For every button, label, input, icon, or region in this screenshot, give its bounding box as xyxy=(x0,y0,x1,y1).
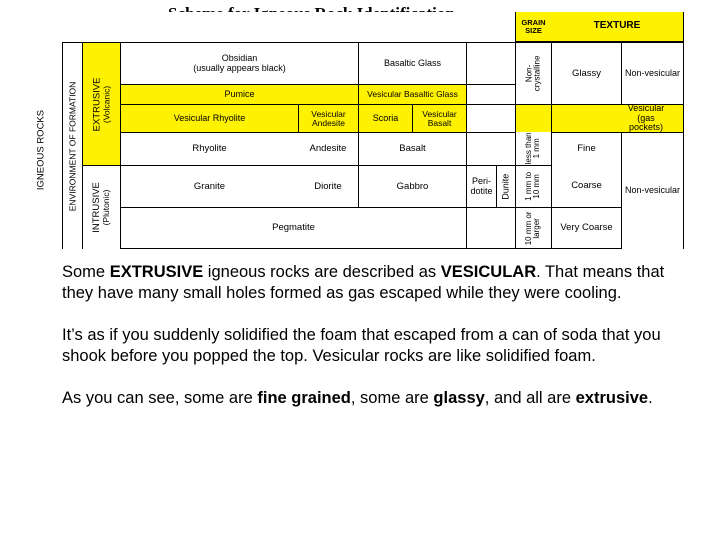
grain-coarse-cell xyxy=(515,165,551,207)
empty-cell-r1 xyxy=(466,42,515,84)
texture-coarse-cell: Coarse xyxy=(551,165,621,207)
dunite-cell xyxy=(496,165,515,207)
paragraph-vesicular xyxy=(62,262,698,304)
paragraph-summary xyxy=(62,388,698,409)
texture-nonvesicular-top-cell: Non-vesicular xyxy=(621,42,684,104)
basaltic-glass-cell: Basaltic Glass xyxy=(358,42,466,84)
igneous-rocks-text: IGNEOUS ROCKS xyxy=(35,109,47,191)
empty-cell-r3 xyxy=(466,104,515,132)
extrusive-cell xyxy=(82,42,120,165)
vesicular-basaltic-glass-cell: Vesicular Basaltic Glass xyxy=(358,84,466,104)
p1-text-e: . That means that they have many small holes formed as gas escaped while they were cooling. xyxy=(62,263,665,302)
texture-glassy-cell: Glassy xyxy=(551,42,621,104)
explanation-text xyxy=(62,262,698,430)
obsidian-name: Obsidian xyxy=(221,53,258,64)
scoria-cell: Scoria xyxy=(358,104,412,132)
vesicular-rhyolite-cell: Vesicular Rhyolite xyxy=(120,104,298,132)
grain-very-coarse-label: 10 mm or larger xyxy=(524,211,542,245)
peridotite-cell: Peri-dotite xyxy=(466,165,496,207)
obsidian-note: (usually appears black) xyxy=(193,62,286,73)
granite-cell: Granite xyxy=(120,165,298,207)
grain-vesicular-blank xyxy=(515,104,551,132)
intrusive-sub: (Plutonic) xyxy=(101,189,112,226)
gabbro-cell: Gabbro xyxy=(358,165,466,207)
p3-text-e: , and all are xyxy=(484,389,576,407)
empty-cell-r4 xyxy=(466,132,515,165)
p3-glassy: glassy xyxy=(433,389,485,407)
grain-fine-cell xyxy=(515,132,551,165)
p1-extrusive: EXTRUSIVE xyxy=(109,263,204,281)
texture-vesicular-cell xyxy=(551,104,684,132)
pegmatite-cell: Pegmatite xyxy=(120,207,466,249)
grain-noncrystalline-cell xyxy=(515,42,551,104)
intrusive-cell xyxy=(82,165,120,249)
grain-very-coarse-cell xyxy=(515,207,551,249)
p3-text-a: As you can see, some are xyxy=(62,389,258,407)
texture-very-coarse-cell: Very Coarse xyxy=(551,207,621,249)
identification-chart xyxy=(62,12,684,249)
grain-size-header: GRAIN SIZE xyxy=(515,12,551,42)
diorite-cell: Diorite xyxy=(298,165,358,207)
texture-vesicular-label: Vesicular (gas pockets) xyxy=(627,104,665,132)
vesicular-andesite-cell: Vesicular Andesite xyxy=(298,104,358,132)
dunite-label: Dunite xyxy=(500,173,511,200)
texture-header: TEXTURE xyxy=(551,12,684,42)
p1-text-a: Some xyxy=(62,263,110,281)
p3-text-g: . xyxy=(648,389,653,407)
texture-fine-cell: Fine xyxy=(551,132,621,165)
grain-coarse-label: 1 mm to 10 mm xyxy=(524,172,542,201)
rhyolite-cell: Rhyolite xyxy=(120,132,298,165)
pumice-cell: Pumice xyxy=(120,84,358,104)
environment-label: ENVIRONMENT OF FORMATION xyxy=(67,81,78,211)
p3-fine-grained: fine grained xyxy=(257,389,351,407)
intrusive-label: INTRUSIVE xyxy=(91,182,103,233)
obsidian-cell xyxy=(120,42,358,84)
vesicular-basalt-cell: Vesicular Basalt xyxy=(412,104,466,132)
texture-nonvesicular-bottom-cell xyxy=(621,132,684,249)
grain-noncrystalline-label: Non-crystalline xyxy=(524,55,542,92)
p1-text-c: igneous rocks are described as xyxy=(203,263,441,281)
paragraph-foam: It’s as if you suddenly solidified the foam that escaped from a can of soda that you shook before you popped the top. Vesicular rocks are like solidified foam. xyxy=(62,326,661,365)
p1-vesicular: VESICULAR xyxy=(440,263,537,281)
empty-cell-r6 xyxy=(466,207,515,249)
grain-fine-label: less than 1 mm xyxy=(524,132,542,165)
empty-cell-r2 xyxy=(466,84,515,104)
extrusive-sub: (Volcanic) xyxy=(101,85,112,123)
p3-extrusive: extrusive xyxy=(575,389,649,407)
extrusive-label: EXTRUSIVE xyxy=(91,77,103,131)
environment-label-cell xyxy=(62,42,82,249)
andesite-cell: Andesite xyxy=(298,132,358,165)
igneous-rocks-label xyxy=(31,100,51,200)
texture-nonvesicular-bottom-label: Non-vesicular xyxy=(624,185,681,196)
p3-text-c: , some are xyxy=(350,389,434,407)
basalt-cell: Basalt xyxy=(358,132,466,165)
